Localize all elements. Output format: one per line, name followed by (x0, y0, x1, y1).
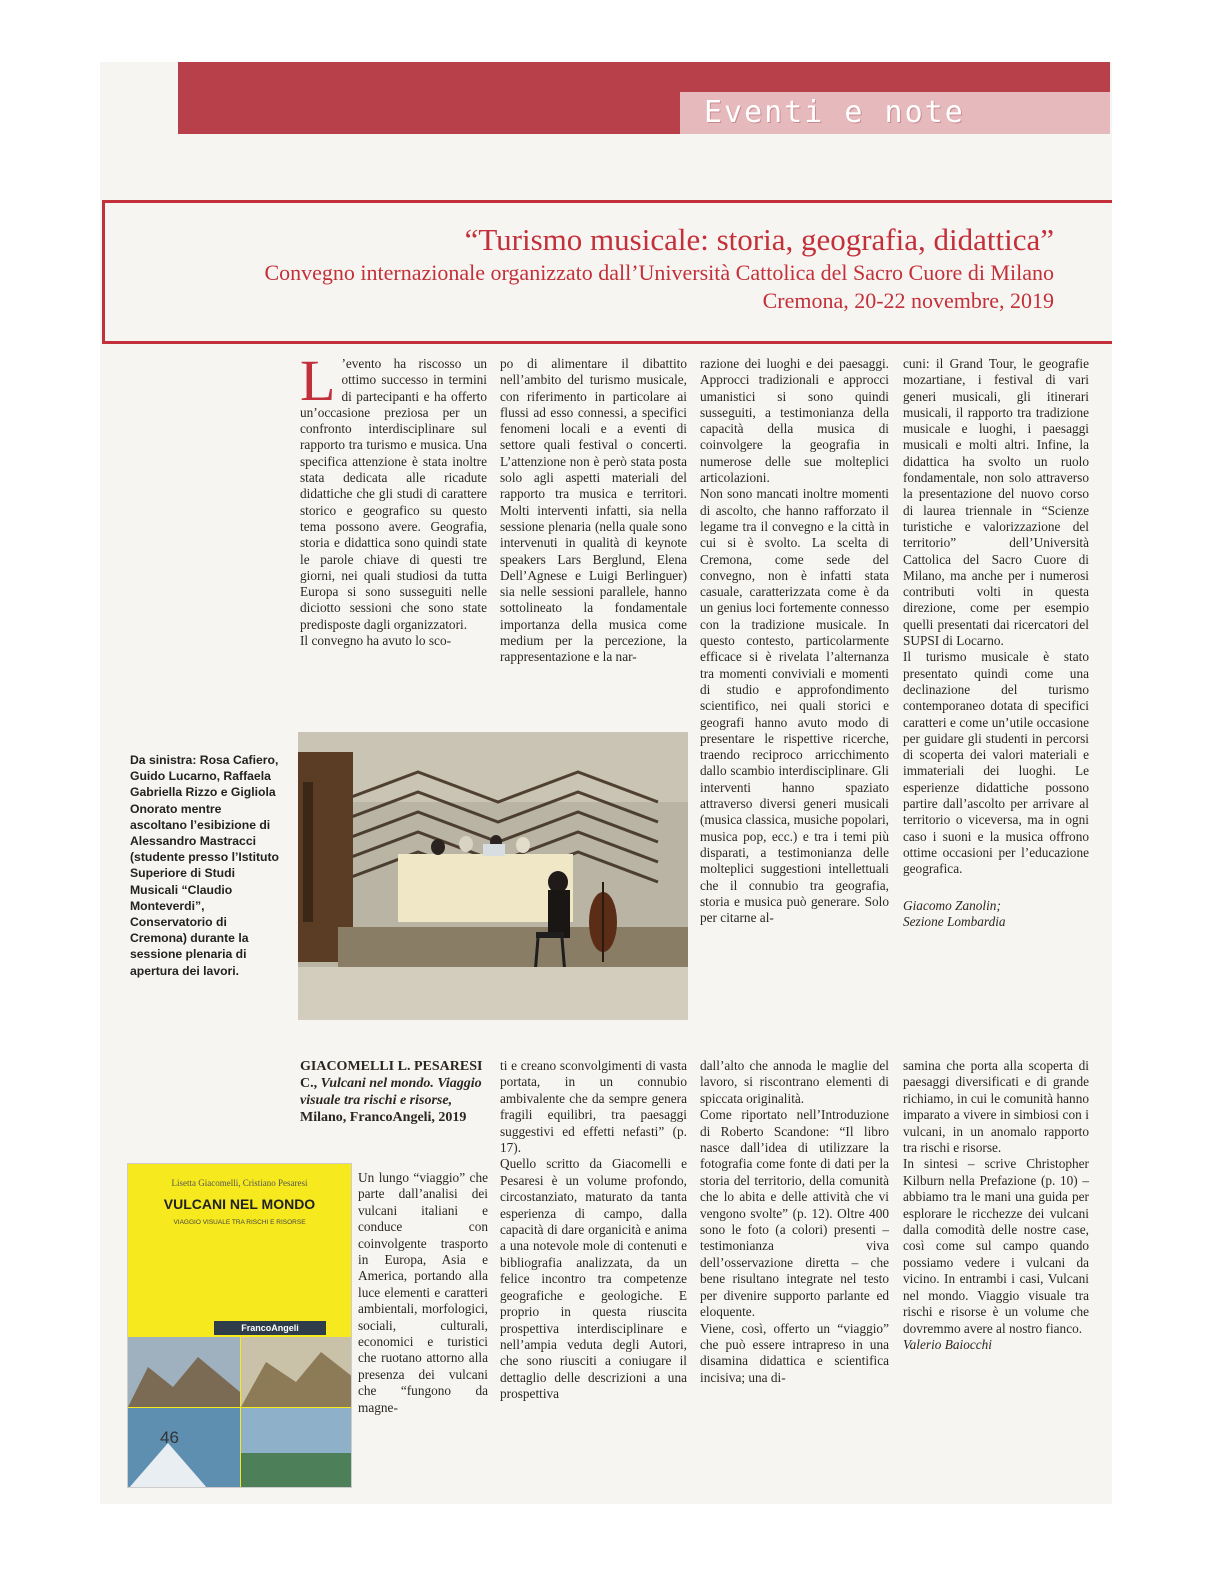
review-column-2 (500, 1058, 687, 1403)
cover-title: VULCANI NEL MONDO (163, 1196, 316, 1212)
review-col1-text: Un lungo “viaggio” che parte dall’analisi dei vulcani italiani e conduce con coinvolgente trasporto in Europa, Asia e America, portando alla luce elementi e caratteri ambientali, morfologici, sociali, culturali, economici e turistici che ruotano attorno alla presenza dei vulcani che “fungono da magne- (358, 1170, 488, 1415)
drop-cap: L (300, 348, 336, 413)
article-column-1 (300, 348, 487, 649)
cover-photo-lake (241, 1408, 352, 1488)
cover-subtitle: VIAGGIO VISUALE TRA RISCHI E RISORSE (173, 1219, 306, 1226)
review-col4-text: samina che porta alla scoperta di paesaggi diversificati e di grande richiamo, in cui le comunità hanno imparato a vivere in simbiosi con i vulcani, in un anomalo rapporto tra rischi e risorse. (903, 1058, 1089, 1156)
review-col2b-text: Quello scritto da Giacomelli e Pesaresi è un volume profondo, circostanziato, maturato da tanta esperienza di campo, dalla capacità di dare organicità e anima a una notevole mole di contenuti e bibliografia analizzata, da un felice incontro tra competenze geografiche e geologiche. E proprio in questa riuscita prospettiva interdisciplinare e nell’ampia veduta degli Autori, che sono riusciti a coniugare il dettaglio delle descrizioni a una prospettiva (500, 1156, 687, 1402)
review-heading (300, 1058, 490, 1126)
review-book-title: Vulcani nel mondo. Viaggio visuale tra rischi e risorse, (300, 1076, 482, 1108)
review-col3-text: dall’alto che annoda le maglie del lavoro, si riscontrano elementi di spiccata originalità. (700, 1058, 889, 1106)
article-column-2 (500, 356, 687, 666)
cover-authors: Lisetta Giacomelli, Cristiano Pesaresi (171, 1178, 308, 1188)
cover-photo-water (128, 1408, 240, 1488)
photo-caption: Da sinistra: Rosa Cafiero, Guido Lucarno, Raffaela Gabriella Rizzo e Gigliola Onorato mentre ascoltano l’esibizione di Alessandro Mastracci (studente presso l’Istituto Superiore di Studi Musicali “Claudio Monteverdi”, Conservatorio di Cremona) durante la sessione plenaria di apertura dei lavori. (130, 753, 279, 978)
article-col3b-text: Non sono mancati inoltre momenti di ascolto, che hanno rafforzato il legame tra il convegno e la città in cui si è svolto. La scelta di Cremona, come sede del convegno, non è infatti stata casuale, caratterizzata come è da un genius loci fortemente connesso con la tradizione musicale. In questo contesto, particolarmente efficace si è rivelata l’alternanza tra momenti conviviali e momenti di studio e approfondimento scientifico, nei quali storici e geografi hanno avuto modo di presentare le rispettive ricerche, traendo reciproco arricchimento dallo scambio interdisciplinare. Gli interventi hanno spaziato attraverso diversi generi musicali (musica classica, musiche popolari, musica pop, ecc.) e tra i temi più disparati, a testimonianza delle molteplici suggestioni intellettuali che il connubio tra geografia, storia e musica può generare. Solo per citarne al- (700, 486, 889, 926)
review-column-4 (903, 1058, 1089, 1353)
review-signature: Valerio Baiocchi (903, 1336, 992, 1352)
cover-photo-mountains (128, 1337, 240, 1407)
article-place-date: Cremona, 20-22 novembre, 2019 (762, 288, 1054, 313)
page-number: 46 (160, 1428, 179, 1447)
article-col2-text: po di alimentare il dibattito nell’ambito del turismo musicale, con riferimento in particolare ai flussi ad esso connessi, a specifici fenomeni locali e a eventi di settore quali festival o concerti. L’attenzione non è però stata posta solo agli aspetti materiali del rapporto tra musica e territori. Molti interventi infatti, sia nella sessione plenaria (nella quale sono intervenuti in qualità di keynote speakers Lars Berglund, Elena Dell’Agnese e Luigi Berlinguer) sia nelle sessioni parallele, hanno sottolineato la fondamentale importanza della musica come medium per la percezione, la rappresentazione e la nar- (500, 356, 687, 665)
article-column-4 (903, 356, 1089, 930)
article-col4-text: cuni: il Grand Tour, le geografie mozartiane, i festival di vari generi musicali, gli itinerari musicali, il rapporto tra tradizione musicale e luoghi, i paesaggi musicali e molti altri. Infine, la didattica ha svolto un ruolo fondamentale, non solo attraverso la presentazione del nuovo corso di laurea triennale in “Scienze turistiche e valorizzazione del territorio” dell’Università Cattolica del Sacro Cuore di Milano, ma anche per i numerosi contributi volti in questa direzione, come per esempio quelli presentati dai ricercatori del SUPSI di Locarno. (903, 356, 1089, 649)
article-col4b-text: Il turismo musicale è stato presentato quindi come una declinazione del turismo contemporaneo dotata di specifici caratteri e come un’utile occasione per guidare gli studenti in percorsi di scoperta dei valori materiali e immateriali dei luoghi. Le esperienze didattiche possono partire dall’ascolto per arrivare al territorio o viceversa, ma in ogni caso i suoni e la musica offrono ottime occasioni per l’educazione geografica. (903, 649, 1089, 877)
review-col3c-text: Viene, così, offerto un “viaggio” che può essere intrapreso in una disamina didattica e scientifica incisiva; una di- (700, 1320, 889, 1385)
cover-publisher: FrancoAngeli (214, 1321, 326, 1335)
review-col2-text: ti e creano sconvolgimenti di vasta portata, in un connubio ambivalente che da sempre genera fragili equilibri, tra paesaggi suggestivi ed effetti nefasti” (p. 17). (500, 1058, 687, 1156)
article-col1b-text: Il convegno ha avuto lo sco- (300, 633, 452, 649)
article-title: “Turismo musicale: storia, geografia, didattica” (464, 222, 1054, 257)
conference-photo-svg (298, 732, 688, 1020)
review-column-1 (358, 1170, 488, 1416)
article-subtitle: Convegno internazionale organizzato dall’Università Cattolica del Sacro Cuore di Milano (264, 260, 1054, 285)
cover-photo-hills (241, 1337, 352, 1407)
article-col1-text: ’evento ha riscosso un ottimo successo in termini di partecipanti e ha offerto un’occasione preziosa per un confronto interdisciplinare sul rapporto tra turismo e musica. Una specifica attenzione è stata inoltre stata dedicata alle ricadute didattiche che gli studi di carattere storico e geografico su questo tema possono avere. Geografia, storia e didattica sono quindi state le parole chiave di questi tre giorni, nei quali studiosi da tutta Europa si sono susseguiti nelle diciotto sessioni che sono state predisposte dagli organizzatori. (300, 356, 487, 632)
conference-photo (298, 732, 688, 1020)
article-column-3 (700, 356, 889, 926)
review-publisher: Milano, FrancoAngeli, 2019 (300, 1110, 467, 1125)
section-title: Eventi e note (704, 95, 965, 130)
review-col3b-text: Come riportato nell’Introduzione di Roberto Scandone: “Il libro nasce dall’idea di utilizzare la fotografia come fonte di dati per la storia del territorio, della comunità che lo abita e delle attività che vi vengono svolte” (p. 12). Oltre 400 sono le foto (a colori) presenti – testimonianza viva dell’osservazione diretta – che bene risultano integrate nel testo per divenire supporto parlante ed eloquente. (700, 1107, 889, 1320)
review-col4b-text: In sintesi – scrive Christopher Kilburn nella Prefazione (p. 10) – abbiamo tra le mani una guida per esplorare le ricchezze dei vulcani dalla comodità delle nostre case, così come sul campo quando possiamo vedere i vulcani da vicino. In entrambi i casi, Vulcani nel mondo. Viaggio visuale tra rischi e risorse è un volume che dovremmo avere al nostro fianco. (903, 1156, 1089, 1336)
review-authors: GIACOMELLI L. PESARESI C., (300, 1059, 483, 1091)
article-col3-text: razione dei luoghi e dei paesaggi. Approcci tradizionali e approcci umanistici si sono quindi susseguiti, a testimonianza della capacità della musica di coinvolgere la geografia in numerose delle sue molteplici articolazioni. (700, 356, 889, 486)
signature-section: Sezione Lombardia (903, 913, 1006, 929)
review-column-3 (700, 1058, 889, 1386)
signature-name: Giacomo Zanolin; (903, 897, 1001, 913)
